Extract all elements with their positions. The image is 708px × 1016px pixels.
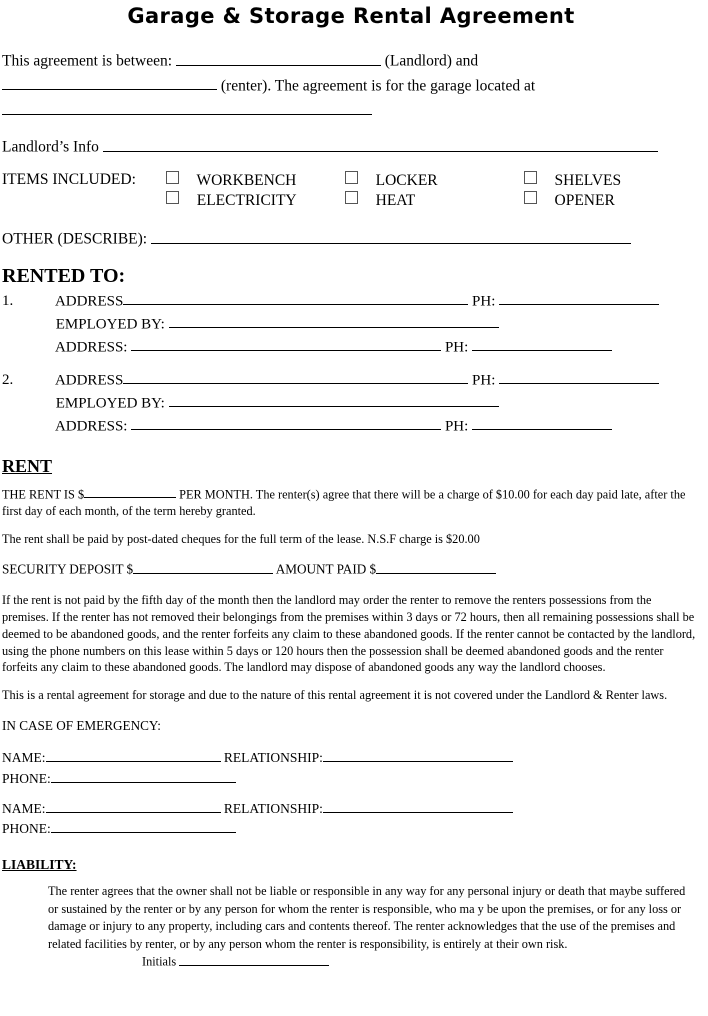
intro-renter-suffix: (renter). The agreement is for the garage located at (220, 77, 536, 95)
checkbox-icon[interactable] (166, 191, 179, 204)
amount-paid-blank[interactable] (376, 560, 496, 574)
security-deposit-blank[interactable] (133, 560, 273, 574)
intro-line-2 (2, 75, 700, 98)
entry-address-row (2, 290, 700, 313)
phone-blank[interactable] (499, 369, 659, 384)
emergency-relationship-blank[interactable] (323, 749, 513, 763)
other-describe-blank[interactable] (151, 228, 631, 244)
entry-employed-row (2, 392, 700, 415)
amount-paid-label: AMOUNT PAID $ (275, 561, 377, 577)
emergency-phone-blank[interactable] (51, 819, 236, 833)
agreement-intro (2, 50, 700, 122)
security-deposit-row (2, 560, 700, 578)
emergency-name-blank[interactable] (46, 799, 221, 813)
item-label: OPENER (554, 192, 615, 210)
emergency-phone-row (2, 819, 700, 839)
employer-phone-blank[interactable] (472, 415, 612, 430)
landlord-info-label: Landlord’s Info (2, 138, 99, 156)
items-included-label: ITEMS INCLUDED: (2, 170, 136, 188)
entry-address-row (2, 369, 700, 392)
rent-amount-paragraph (2, 486, 700, 521)
initials-label: Initials (142, 954, 177, 969)
entry-employer-address-row (2, 336, 700, 359)
emergency-phone-row (2, 769, 700, 789)
rent-is-prefix: THE RENT IS $ (2, 487, 85, 502)
intro-prefix-text: This agreement is between: (2, 52, 173, 70)
checkbox-icon[interactable] (345, 171, 358, 184)
rent-is-suffix: PER MONTH. The renter(s) agree that there will be a charge of $10.00 for each day paid late, after the first day of each month, of the term hereby granted. (2, 487, 686, 519)
intro-line-3 (2, 99, 700, 122)
relationship-label: RELATIONSHIP: (223, 800, 323, 816)
item-label: SHELVES (554, 171, 622, 189)
items-checkbox-grid (166, 171, 699, 212)
employer-address-blank[interactable] (131, 336, 441, 351)
landlord-name-blank[interactable] (176, 50, 381, 66)
address-blank[interactable] (123, 369, 468, 384)
checkbox-icon[interactable] (524, 171, 537, 184)
renter-name-blank[interactable] (2, 75, 217, 91)
address-blank[interactable] (123, 290, 468, 305)
name-label: NAME: (2, 750, 46, 766)
storage-agreement-paragraph: This is a rental agreement for storage and due to the nature of this rental agreement it is not covered under the Landlord & Renter laws. (2, 688, 668, 703)
items-row-1 (166, 171, 699, 191)
item-opener[interactable] (524, 191, 699, 211)
phone-blank[interactable] (499, 290, 659, 305)
emergency-name-row (2, 799, 700, 819)
liability-heading: LIABILITY: (2, 857, 77, 873)
item-label: ELECTRICITY (196, 192, 297, 210)
security-deposit-label: SECURITY DEPOSIT $ (2, 561, 134, 577)
employed-by-label: EMPLOYED BY: (55, 394, 165, 411)
intro-landlord-suffix: (Landlord) and (384, 52, 479, 70)
checkbox-icon[interactable] (166, 171, 179, 184)
ph-label: PH: (472, 292, 496, 309)
rent-heading: RENT (2, 455, 53, 476)
emergency-relationship-blank[interactable] (323, 799, 513, 813)
address-label: ADDRESS (54, 371, 124, 388)
name-label: NAME: (2, 800, 46, 816)
employed-by-blank[interactable] (169, 392, 499, 407)
ph-label: PH: (472, 371, 496, 388)
document-page (0, 4, 708, 1016)
emergency-contact-1 (2, 748, 700, 789)
entry-number: 1. (2, 292, 14, 309)
entry-employed-row (2, 313, 700, 336)
phone-label: PHONE: (2, 821, 51, 837)
checkbox-icon[interactable] (524, 191, 537, 204)
rent-amount-blank[interactable] (84, 486, 176, 499)
landlord-info-blank[interactable] (103, 136, 658, 152)
emergency-heading: IN CASE OF EMERGENCY: (2, 718, 161, 734)
initials-row (142, 953, 696, 971)
emergency-name-blank[interactable] (46, 749, 221, 763)
checkbox-icon[interactable] (345, 191, 358, 204)
entry-number: 2. (2, 371, 14, 388)
other-describe-label: OTHER (DESCRIBE): (2, 230, 148, 248)
item-locker[interactable] (345, 171, 520, 191)
landlord-info-row (2, 136, 700, 157)
page-title: Garage & Storage Rental Agreement (127, 4, 575, 28)
emergency-contact-2 (2, 799, 700, 840)
item-label: LOCKER (375, 171, 438, 189)
other-describe-row (2, 228, 700, 249)
address-label: ADDRESS (54, 292, 124, 309)
intro-line-1 (2, 50, 700, 73)
employed-by-blank[interactable] (169, 313, 499, 328)
initials-blank[interactable] (179, 953, 329, 966)
items-row-2 (166, 191, 699, 211)
relationship-label: RELATIONSHIP: (223, 750, 323, 766)
employer-address-label: ADDRESS: (54, 417, 128, 434)
item-shelves[interactable] (524, 171, 699, 191)
employer-phone-blank[interactable] (472, 336, 612, 351)
employed-by-label: EMPLOYED BY: (55, 315, 165, 332)
item-label: WORKBENCH (196, 171, 297, 189)
item-heat[interactable] (345, 191, 520, 211)
cheques-paragraph: The rent shall be paid by post-dated cheques for the full term of the lease. N.S.F charge is $20.00 (2, 532, 480, 547)
rented-to-entry-2 (2, 369, 700, 438)
employer-address-blank[interactable] (131, 415, 441, 430)
ph-label: PH: (444, 338, 469, 355)
liability-body: The renter agrees that the owner shall not be liable or responsible in any way for any personal injury or death that maybe suffered or sustained by the renter or by any person for whom the renter is responsible, who ma y be upon the premises, or for any loss or damage or injury to any property, including cars and contents thereof. The renter acknowledges that the use of the premises and related facilities by renter, or by any person whom the renter is responsibility, is entirely at their own risk. (48, 884, 686, 951)
item-label: HEAT (375, 192, 416, 210)
item-workbench[interactable] (166, 171, 341, 191)
garage-location-blank[interactable] (2, 99, 372, 115)
phone-label: PHONE: (2, 770, 51, 786)
late-payment-paragraph: If the rent is not paid by the fifth day of the month then the landlord may order the renter to remove the renters possessions from the premises. If the renter has not removed their belongings from the premises within 3 days or 72 hours, then all remaining possessions shall be deemed to be abandoned goods, and the renter forfeits any claim to these abandoned goods. If the renter cannot be contacted by the landlord, using the phone numbers on this lease within 5 days or 120 hours then the possession shall be deemed abandoned goods and the renter forfeits any claim to these abandoned goods. The landlord may dispose of abandoned goods any way the landlord chooses. (2, 592, 696, 675)
employer-address-label: ADDRESS: (54, 338, 128, 355)
emergency-name-row (2, 748, 700, 768)
rented-to-entry-1 (2, 290, 700, 359)
emergency-phone-blank[interactable] (51, 769, 236, 783)
item-electricity[interactable] (166, 191, 341, 211)
entry-employer-address-row (2, 415, 700, 438)
ph-label: PH: (444, 417, 469, 434)
rented-to-heading: RENTED TO: (2, 264, 126, 287)
items-included-section (2, 171, 700, 212)
